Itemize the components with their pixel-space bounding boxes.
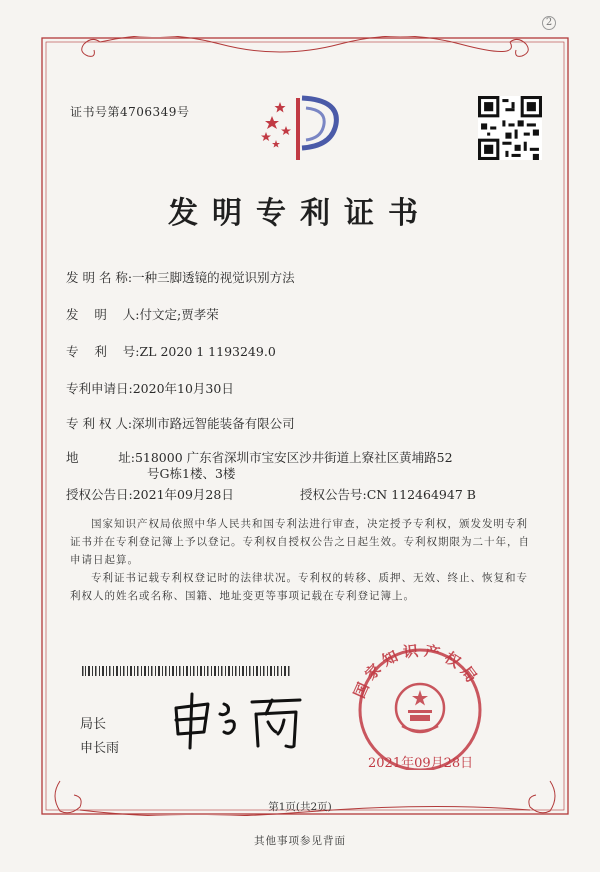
statement-paragraph-2: 专利证书记载专利权登记时的法律状况。专利权的转移、质押、无效、终止、恢复和专利权人的姓名或名称、国籍、地址变更等事项记载在专利登记簿上。 bbox=[70, 572, 528, 602]
address-line-2: 号G栋1楼、3楼 bbox=[147, 466, 236, 481]
field-value: 付文定;贾孝荣 bbox=[139, 307, 219, 322]
field-value: ZL 2020 1 1193249.0 bbox=[139, 344, 276, 359]
field-label: 授权公告日: bbox=[66, 487, 133, 502]
star-icon bbox=[261, 102, 291, 148]
field-address bbox=[66, 448, 453, 466]
field-grant-number bbox=[300, 485, 476, 503]
corner-page-mark: 2 bbox=[542, 16, 556, 30]
cnipa-logo bbox=[258, 88, 348, 172]
field-label: 专 利 号: bbox=[66, 344, 140, 359]
qr-code bbox=[478, 96, 542, 160]
field-label: 发 明 人: bbox=[66, 307, 140, 322]
field-label: 专 利 权 人: bbox=[66, 416, 133, 431]
svg-text:国家知识产权局 bbox=[350, 641, 483, 701]
field-application-date bbox=[66, 379, 234, 397]
field-label: 专利申请日: bbox=[66, 381, 133, 396]
field-value: 2021年09月28日 bbox=[132, 487, 234, 502]
statement-paragraph-1: 国家知识产权局依照中华人民共和国专利法进行审查，决定授予专利权，颁发发明专利证书并在专利登记簿上予以登记。专利权自授权公告之日起生效。专利权期限为二十年，自申请日起算。 bbox=[70, 518, 530, 566]
footer-note: 其他事项参见背面 bbox=[254, 835, 346, 847]
field-value: CN 112464947 B bbox=[366, 487, 476, 502]
director-name: 申长雨 bbox=[80, 741, 120, 756]
field-grant-date bbox=[66, 485, 234, 503]
field-inventor bbox=[66, 305, 219, 323]
barcode bbox=[82, 666, 292, 676]
field-label: 地 址: bbox=[66, 450, 135, 465]
national-emblem-icon bbox=[396, 684, 444, 732]
certificate-number: 证书号第4706349号 bbox=[70, 105, 190, 119]
seal-text: 国家知识产权局 bbox=[350, 641, 484, 701]
field-invention-name bbox=[66, 268, 295, 286]
field-value: 一种三脚透镜的视觉识别方法 bbox=[132, 270, 295, 285]
seal-date: 2021年09月28日 bbox=[368, 756, 474, 771]
director-title: 局长 bbox=[80, 717, 107, 732]
field-label: 发 明 名 称: bbox=[66, 270, 133, 285]
director-signature bbox=[168, 690, 308, 750]
field-patent-number bbox=[66, 342, 276, 360]
field-value: 518000 广东省深圳市宝安区沙井街道上寮社区黄埔路52 bbox=[134, 450, 453, 465]
field-value: 深圳市路远智能装备有限公司 bbox=[132, 416, 295, 431]
field-patentee bbox=[66, 414, 295, 432]
field-value: 2020年10月30日 bbox=[132, 381, 234, 396]
field-label: 授权公告号: bbox=[300, 487, 367, 502]
official-seal bbox=[340, 630, 500, 770]
page-number: 第1页(共2页) bbox=[268, 801, 332, 813]
document-title: 发明专利证书 bbox=[168, 196, 432, 231]
